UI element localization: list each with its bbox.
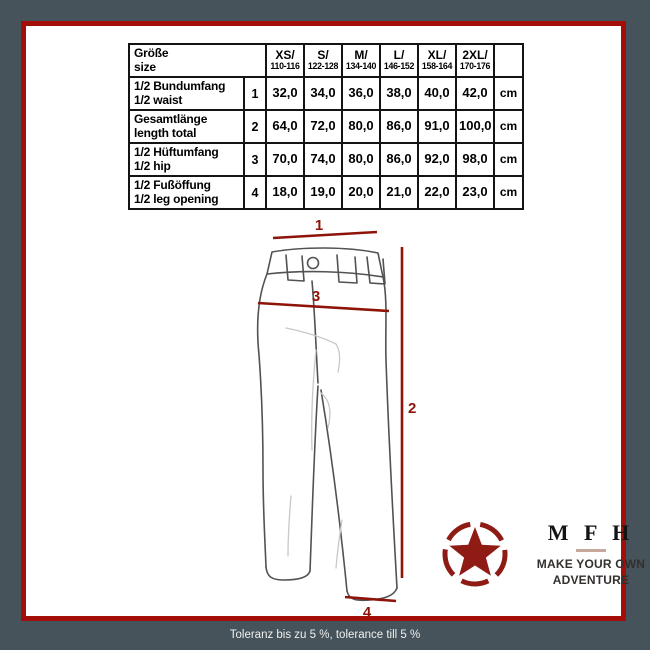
pants-left-leg-crease	[288, 496, 291, 556]
header-title-en: size	[134, 59, 156, 74]
row-label-cell: 1/2 Fußöffung 1/2 leg opening	[129, 176, 244, 209]
unit-cell: cm	[494, 110, 523, 143]
row-number-cell: 1	[244, 77, 266, 110]
value-cell: 36,0	[342, 77, 380, 110]
header-title-de: Größe	[134, 46, 169, 61]
unit-cell: cm	[494, 77, 523, 110]
brand-wordmark: M F H	[547, 520, 635, 545]
header-unit-cell	[494, 44, 523, 77]
header-title-cell	[129, 44, 266, 77]
value-cell: 18,0	[266, 176, 304, 209]
row-number-cell: 2	[244, 110, 266, 143]
header-col-l: L/ 146-152	[380, 44, 418, 77]
table-row-leg-opening	[129, 176, 523, 209]
header-col-s: S/ 122-128	[304, 44, 342, 77]
measure-label-leg-opening: 4	[362, 604, 372, 616]
value-cell: 32,0	[266, 77, 304, 110]
row-label-cell: 1/2 Hüftumfang 1/2 hip	[129, 143, 244, 176]
value-cell: 86,0	[380, 143, 418, 176]
value-cell: 80,0	[342, 143, 380, 176]
header-col-xl: XL/ 158-164	[418, 44, 456, 77]
value-cell: 72,0	[304, 110, 342, 143]
value-cell: 70,0	[266, 143, 304, 176]
pants-right-leg-crease	[336, 520, 342, 568]
content-frame	[21, 21, 646, 621]
header-col-xs: XS/ 110-116	[266, 44, 304, 77]
pants-left-inseam	[310, 386, 318, 571]
value-cell: 100,0	[456, 110, 494, 143]
brand-divider	[576, 549, 606, 552]
star-icon	[449, 527, 500, 576]
pants-seat-seam	[286, 328, 340, 372]
unit-cell: cm	[494, 143, 523, 176]
value-cell: 74,0	[304, 143, 342, 176]
tolerance-note: Toleranz bis zu 5 %, tolerance till 5 %	[229, 629, 421, 641]
row-label-cell: 1/2 Bundumfang 1/2 waist	[129, 77, 244, 110]
table-row-hip	[129, 143, 523, 176]
value-cell: 20,0	[342, 176, 380, 209]
value-cell: 91,0	[418, 110, 456, 143]
pants-right-inseam	[321, 390, 347, 591]
value-cell: 40,0	[418, 77, 456, 110]
value-cell: 22,0	[418, 176, 456, 209]
value-cell: 38,0	[380, 77, 418, 110]
header-col-2xl: 2XL/ 170-176	[456, 44, 494, 77]
value-cell: 19,0	[304, 176, 342, 209]
value-cell: 42,0	[456, 77, 494, 110]
pants-waistband	[267, 248, 383, 277]
row-number-cell: 3	[244, 143, 266, 176]
value-cell: 34,0	[304, 77, 342, 110]
table-header-row	[129, 44, 523, 77]
value-cell: 64,0	[266, 110, 304, 143]
brand-tagline-line1: MAKE YOUR OWN	[536, 557, 646, 571]
measure-label-waist: 1	[314, 217, 324, 234]
measure-line-hip	[258, 303, 389, 311]
value-cell: 80,0	[342, 110, 380, 143]
measure-label-length: 2	[408, 400, 417, 417]
pants-left-leg-hem	[266, 567, 310, 580]
row-label-cell: Gesamtlänge length total	[129, 110, 244, 143]
value-cell: 21,0	[380, 176, 418, 209]
row-number-cell: 4	[244, 176, 266, 209]
unit-cell: cm	[494, 176, 523, 209]
brand-tagline-line2: ADVENTURE	[552, 572, 630, 587]
size-table	[128, 43, 524, 210]
pants-right-outline	[383, 277, 397, 588]
brand-logo	[512, 520, 650, 588]
value-cell: 92,0	[418, 143, 456, 176]
table-row-waist	[129, 77, 523, 110]
measure-line-waist	[273, 232, 377, 238]
header-col-m: M/ 134-140	[342, 44, 380, 77]
value-cell: 98,0	[456, 143, 494, 176]
pants-left-outline	[258, 274, 267, 567]
value-cell: 86,0	[380, 110, 418, 143]
value-cell: 23,0	[456, 176, 494, 209]
measure-label-hip: 3	[311, 288, 321, 305]
table-row-length	[129, 110, 523, 143]
